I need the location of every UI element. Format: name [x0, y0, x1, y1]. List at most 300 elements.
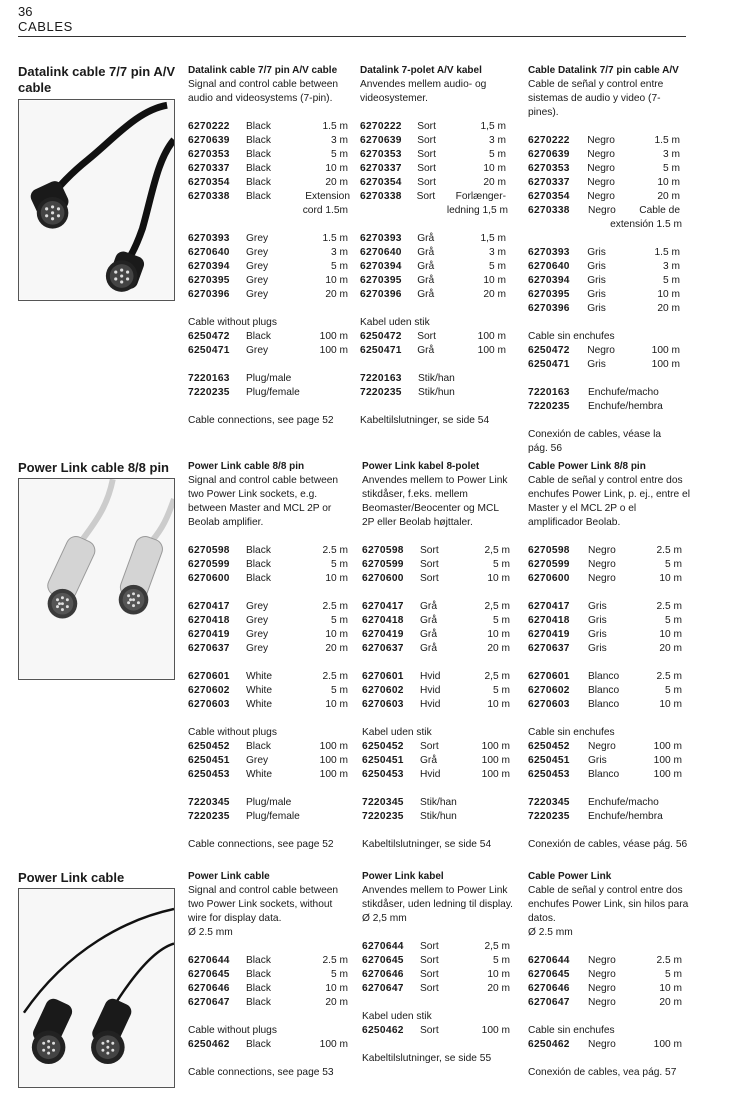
cable-length: 100 m: [477, 345, 506, 356]
cable-length: 10 m: [659, 983, 682, 994]
cable-color: Black: [246, 1039, 271, 1050]
cable-connections-reference: Cable connections, see page 52: [188, 839, 334, 850]
product-row: [362, 1024, 514, 1038]
cable-length: 3 m: [489, 247, 506, 258]
cable-color: Grey: [246, 247, 269, 258]
cable-color: Negro: [588, 205, 616, 216]
cable-color: Grå: [420, 643, 437, 654]
cable-length: 2,5 m: [484, 671, 510, 682]
part-number: 6270600: [362, 573, 404, 584]
part-number: 6270598: [362, 545, 404, 556]
spacer: [188, 106, 350, 120]
cable-length: 2.5 m: [322, 545, 348, 556]
product-row: [528, 204, 680, 218]
cable-color: White: [246, 769, 273, 780]
product-row: [528, 982, 690, 996]
cable-color: Sort: [417, 135, 436, 146]
cable-color: Black: [246, 121, 271, 132]
product-row: [528, 274, 680, 288]
part-number: 6270337: [528, 177, 570, 188]
part-number: 6270645: [188, 969, 230, 980]
product-row: [362, 768, 512, 782]
spacer: [528, 414, 680, 428]
product-row: [362, 600, 512, 614]
plug-label: Stik/han: [420, 797, 457, 808]
cable-color: Blanco: [588, 671, 620, 682]
cable-length: 5 m: [489, 261, 506, 272]
product-row: [362, 740, 512, 754]
product-row: [188, 190, 350, 204]
column-heading: Cable Power Link 8/8 pin: [528, 461, 646, 472]
part-number: 6270639: [188, 135, 230, 146]
spacer: [362, 1038, 514, 1052]
product-row: [188, 600, 350, 614]
column-heading: Datalink 7-polet A/V kabel: [360, 65, 482, 76]
product-row: [528, 996, 690, 1010]
part-number: 7220235: [528, 811, 570, 822]
part-number: 6250451: [362, 755, 404, 766]
product-row: [362, 968, 514, 982]
part-number: 6270395: [188, 275, 230, 286]
cable-color: Sort: [417, 121, 436, 132]
part-number: 6270640: [188, 247, 230, 258]
cable-length: 10 m: [657, 289, 680, 300]
spacer: [528, 782, 690, 796]
part-number: 6270417: [528, 601, 570, 612]
part-number: 6270598: [528, 545, 570, 556]
cable-length: 100 m: [653, 741, 682, 752]
spacer: [528, 120, 680, 134]
cable-length: 5 m: [665, 685, 682, 696]
plug-label: Plug/female: [246, 387, 300, 398]
cable-length: 10 m: [659, 573, 682, 584]
spacer: [528, 1010, 690, 1024]
cable-length: 100 m: [653, 1039, 682, 1050]
column-danish: [360, 64, 506, 428]
cable-length: 20 m: [487, 643, 510, 654]
spacer: [528, 1052, 690, 1066]
product-row: [188, 572, 350, 586]
product-row: [362, 558, 512, 572]
cable-length: 100 m: [319, 755, 348, 766]
cable-length: 5 m: [665, 559, 682, 570]
no-plug-title: Cable without plugs: [188, 1025, 277, 1036]
cable-length: 100 m: [651, 345, 680, 356]
part-number: 6270646: [528, 983, 570, 994]
part-number: 6270602: [188, 685, 230, 696]
cable-length: 2.5 m: [322, 601, 348, 612]
cable-color: Gris: [587, 275, 606, 286]
cable-length: 100 m: [477, 331, 506, 342]
product-row: [528, 968, 690, 982]
cable-color: Gris: [587, 289, 606, 300]
product-row: [188, 1038, 350, 1052]
cable-connections-reference: Conexión de cables, véase pág. 56: [528, 839, 688, 850]
cable-color: Gris: [588, 601, 607, 612]
product-row: [360, 232, 506, 246]
part-number: 6270394: [188, 261, 230, 272]
cable-connections-reference: Cable connections, see page 52: [188, 415, 334, 426]
part-number: 6270417: [188, 601, 230, 612]
column-description: Cable de señal y control entre dos enchufes Power Link, sin hilos para datos.: [528, 885, 689, 924]
part-number: 6270396: [360, 289, 402, 300]
cable-length: 2,5 m: [484, 601, 510, 612]
cable-diameter: Ø 2,5 mm: [362, 913, 407, 924]
product-row: [528, 190, 680, 204]
plug-label: Stik/hun: [418, 387, 455, 398]
part-number: 6270637: [528, 643, 570, 654]
spacer: [188, 530, 350, 544]
cable-connections-reference: Kabeltilslutninger, se side 54: [360, 415, 490, 426]
product-row: [528, 628, 690, 642]
part-number: 7220163: [188, 373, 230, 384]
spacer: [362, 586, 512, 600]
column-heading: Cable Datalink 7/7 pin cable A/V: [528, 65, 679, 76]
product-row: [528, 954, 690, 968]
spacer: [188, 586, 350, 600]
product-row: [188, 246, 350, 260]
product-row: [528, 754, 690, 768]
product-row: [188, 162, 350, 176]
cable-length: 1.5 m: [654, 247, 680, 258]
cable-length: 1,5 m: [480, 121, 506, 132]
part-number: 6270337: [188, 163, 230, 174]
product-row: [528, 684, 690, 698]
spacer: [362, 824, 512, 838]
cable-color: Black: [246, 135, 271, 146]
part-number: 6270338: [528, 205, 570, 216]
cable-length: 10 m: [487, 969, 510, 980]
plug-row: [362, 810, 512, 824]
cable-color: Grey: [246, 289, 269, 300]
cable-color: Black: [246, 149, 271, 160]
cable-length: 2.5 m: [656, 955, 682, 966]
cable-length: 3 m: [489, 135, 506, 146]
cable-color: Sort: [420, 741, 439, 752]
plug-row: [362, 796, 512, 810]
product-row: [360, 274, 506, 288]
part-number: 6270639: [528, 149, 570, 160]
cable-color: Negro: [588, 983, 616, 994]
part-number: 6270222: [360, 121, 402, 132]
cable-color: Grå: [417, 261, 435, 272]
cable-length: 100 m: [319, 1039, 348, 1050]
plug-row: [528, 796, 690, 810]
part-number: 6270418: [528, 615, 570, 626]
product-row: [188, 982, 350, 996]
cable-color: Negro: [588, 1039, 616, 1050]
product-photo: [18, 888, 175, 1088]
column-english: [188, 460, 350, 852]
column-description: Signal and control cable between two Power Link sockets, e.g. between Master and MCL 2P or Beolab amplifier.: [188, 475, 339, 528]
section-title: Power Link cable 8/8 pin: [18, 460, 169, 475]
product-row: [188, 754, 350, 768]
cable-length: 10 m: [659, 699, 682, 710]
column-danish: [362, 460, 512, 852]
part-number: 6270600: [188, 573, 230, 584]
cable-length: 3 m: [663, 149, 680, 160]
cable-length: 5 m: [663, 275, 680, 286]
plug-row: [188, 386, 350, 400]
cable-color: Blanco: [588, 769, 620, 780]
product-row: [528, 288, 680, 302]
cable-color: Black: [246, 191, 271, 202]
part-number: 6270646: [188, 983, 230, 994]
plug-label: Plug/male: [246, 797, 292, 808]
product-row: [528, 698, 690, 712]
product-row: [528, 642, 690, 656]
column-spanish: [528, 460, 690, 852]
cable-length: 10 m: [487, 573, 510, 584]
plug-label: Stik/han: [418, 373, 455, 384]
product-row: [362, 572, 512, 586]
cable-color: Sort: [420, 955, 439, 966]
cable-connections-reference: Conexión de cables, vea pág. 57: [528, 1067, 677, 1078]
plug-row: [528, 810, 690, 824]
cable-length: 5 m: [665, 969, 682, 980]
part-number: 6270644: [362, 941, 404, 952]
cable-length-continued: ledning 1,5 m: [446, 205, 508, 216]
part-number: 6250462: [188, 1039, 230, 1050]
spacer: [528, 530, 690, 544]
product-row: [360, 134, 506, 148]
cable-color: Black: [246, 177, 271, 188]
product-row: [528, 1038, 690, 1052]
part-number: 6250471: [360, 345, 402, 356]
plug-row: [188, 372, 350, 386]
part-number: 6270417: [362, 601, 404, 612]
cable-length: 20 m: [483, 177, 506, 188]
part-number: 6270645: [528, 969, 570, 980]
part-number: 7220235: [188, 387, 230, 398]
spacer: [188, 940, 350, 954]
cable-color: Negro: [588, 997, 616, 1008]
no-plug-title: Cable sin enchufes: [528, 727, 615, 738]
cable-color: Grey: [246, 629, 269, 640]
column-spanish: [528, 64, 680, 456]
cable-color: Gris: [588, 643, 607, 654]
cable-length: 10 m: [487, 699, 510, 710]
part-number: 6270602: [362, 685, 404, 696]
product-row: [188, 614, 350, 628]
cable-length: 20 m: [483, 289, 506, 300]
part-number: 6270222: [528, 135, 570, 146]
column-english: [188, 64, 350, 428]
cable-length: 10 m: [487, 629, 510, 640]
plug-label: Enchufe/hembra: [588, 811, 663, 822]
part-number: 6270337: [360, 163, 402, 174]
spacer: [188, 358, 350, 372]
plug-label: Enchufe/hembra: [588, 401, 663, 412]
column-heading: Power Link cable: [188, 871, 270, 882]
cable-color: Negro: [588, 955, 616, 966]
cable-color: Negro: [588, 559, 616, 570]
product-row: [362, 754, 512, 768]
spacer: [360, 218, 506, 232]
column-heading: Power Link cable 8/8 pin: [188, 461, 305, 472]
spacer: [362, 996, 514, 1010]
product-row: [362, 698, 512, 712]
cable-color: Negro: [587, 135, 615, 146]
cable-color: White: [246, 699, 273, 710]
spacer: [188, 1052, 350, 1066]
part-number: 6250451: [188, 755, 230, 766]
part-number: 6270599: [188, 559, 230, 570]
cable-color: Grey: [246, 275, 269, 286]
part-number: 6270418: [188, 615, 230, 626]
product-row: [362, 982, 514, 996]
spacer: [528, 372, 680, 386]
cable-length: 10 m: [483, 275, 506, 286]
product-row: [188, 330, 350, 344]
part-number: 6250462: [362, 1025, 404, 1036]
part-number: 6250472: [360, 331, 402, 342]
cable-color: Grey: [246, 601, 269, 612]
cable-length: 1.5 m: [654, 135, 680, 146]
product-row: [360, 148, 506, 162]
cable-length: 100 m: [481, 741, 510, 752]
product-row: [188, 288, 350, 302]
part-number: 7220235: [362, 811, 404, 822]
part-number: 6270647: [528, 997, 570, 1008]
part-number: 7220345: [528, 797, 570, 808]
part-number: 6270395: [360, 275, 402, 286]
part-number: 6270395: [528, 289, 570, 300]
product-row: [188, 134, 350, 148]
column-description: Anvendes mellem to Power Link stikdåser, uden ledning til display.: [362, 885, 514, 910]
spacer: [188, 656, 350, 670]
product-row: [188, 642, 350, 656]
plug-row: [188, 810, 350, 824]
cable-length: 100 m: [651, 359, 680, 370]
cable-length: 2,5 m: [484, 545, 510, 556]
cable-color: Negro: [587, 163, 615, 174]
cable-length: 5 m: [331, 969, 348, 980]
product-row: [360, 330, 506, 344]
column-danish: [362, 870, 514, 1066]
cable-color: Gris: [587, 247, 606, 258]
cable-length: 20 m: [657, 191, 680, 202]
part-number: 7220235: [528, 401, 570, 412]
cable-color: Gris: [587, 303, 606, 314]
cable-color: Grey: [246, 615, 269, 626]
plug-label: Stik/hun: [420, 811, 457, 822]
product-row: [188, 768, 350, 782]
product-row: [362, 614, 512, 628]
cable-color: Sort: [420, 969, 439, 980]
cable-color: Negro: [587, 345, 615, 356]
part-number: 6270598: [188, 545, 230, 556]
plug-label: Enchufe/macho: [588, 387, 659, 398]
cable-length: 5 m: [493, 615, 510, 626]
cable-color: Black: [246, 955, 271, 966]
column-description: Anvendes mellem to Power Link stikdåser, f.eks. mellem Beomaster/Beocenter og MCL 2P eller Beolab højttaler.: [362, 475, 508, 528]
spacer: [528, 586, 690, 600]
part-number: 6270393: [188, 233, 230, 244]
cable-length: 20 m: [325, 177, 348, 188]
spacer: [528, 712, 690, 726]
part-number: 6270603: [362, 699, 404, 710]
cable-color: Sort: [417, 331, 436, 342]
column-heading: Power Link kabel: [362, 871, 444, 882]
spacer: [188, 218, 350, 232]
product-row: [362, 940, 514, 954]
product-row: [188, 628, 350, 642]
part-number: 7220163: [360, 373, 402, 384]
product-photo: [18, 99, 175, 301]
product-row: [188, 274, 350, 288]
column-heading: Datalink cable 7/7 pin A/V cable: [188, 65, 338, 76]
cable-length: 100 m: [481, 769, 510, 780]
part-number: 6270396: [528, 303, 570, 314]
product-row: [188, 670, 350, 684]
cable-length: 2,5 m: [484, 941, 510, 952]
product-row: [188, 740, 350, 754]
part-number: 6270338: [360, 191, 402, 202]
cable-length: 100 m: [481, 755, 510, 766]
part-number: 6270394: [528, 275, 570, 286]
product-row: [188, 996, 350, 1010]
cable-length: 20 m: [659, 643, 682, 654]
cable-color: Sort: [417, 149, 436, 160]
cable-length: 5 m: [331, 559, 348, 570]
cable-length: 1.5 m: [322, 233, 348, 244]
cable-length: 10 m: [325, 699, 348, 710]
cable-diameter: Ø 2.5 mm: [528, 927, 573, 938]
cable-color: Black: [246, 741, 271, 752]
cable-length: 100 m: [319, 741, 348, 752]
product-row: [528, 162, 680, 176]
cable-color: Sort: [417, 177, 436, 188]
cable-length: Extension: [305, 191, 350, 202]
column-description: Anvendes mellem audio- og videosystemer.: [360, 79, 487, 104]
product-row: [188, 558, 350, 572]
product-row: [360, 120, 506, 134]
cable-color: Grå: [417, 289, 435, 300]
cable-color: Hvid: [420, 671, 441, 682]
cable-length: 100 m: [319, 345, 348, 356]
product-row: [528, 246, 680, 260]
cable-length: 5 m: [493, 685, 510, 696]
part-number: 6270419: [188, 629, 230, 640]
cable-length: 1.5 m: [322, 121, 348, 132]
cable-color: White: [246, 685, 273, 696]
cable-color: Grå: [420, 629, 437, 640]
cable-length: 3 m: [331, 247, 348, 258]
product-row: [528, 302, 680, 316]
part-number: 6270644: [528, 955, 570, 966]
part-number: 6270338: [188, 191, 230, 202]
product-row: [528, 134, 680, 148]
cable-length: 2.5 m: [322, 955, 348, 966]
spacer: [188, 782, 350, 796]
part-number: 6270599: [362, 559, 404, 570]
part-number: 7220235: [360, 387, 402, 398]
product-row: [528, 572, 690, 586]
part-number: 6270353: [188, 149, 230, 160]
part-number: 6270354: [360, 177, 402, 188]
part-number: 7220163: [528, 387, 570, 398]
no-plug-title: Kabel uden stik: [362, 1011, 432, 1022]
cable-length: 100 m: [653, 755, 682, 766]
cable-color: Negro: [587, 149, 615, 160]
cable-length: 20 m: [659, 997, 682, 1008]
cable-color: Grå: [417, 233, 435, 244]
cable-connections-reference: Cable connections, see page 53: [188, 1067, 334, 1078]
cable-length: 5 m: [331, 261, 348, 272]
spacer: [528, 940, 690, 954]
cable-length: 3 m: [331, 135, 348, 146]
